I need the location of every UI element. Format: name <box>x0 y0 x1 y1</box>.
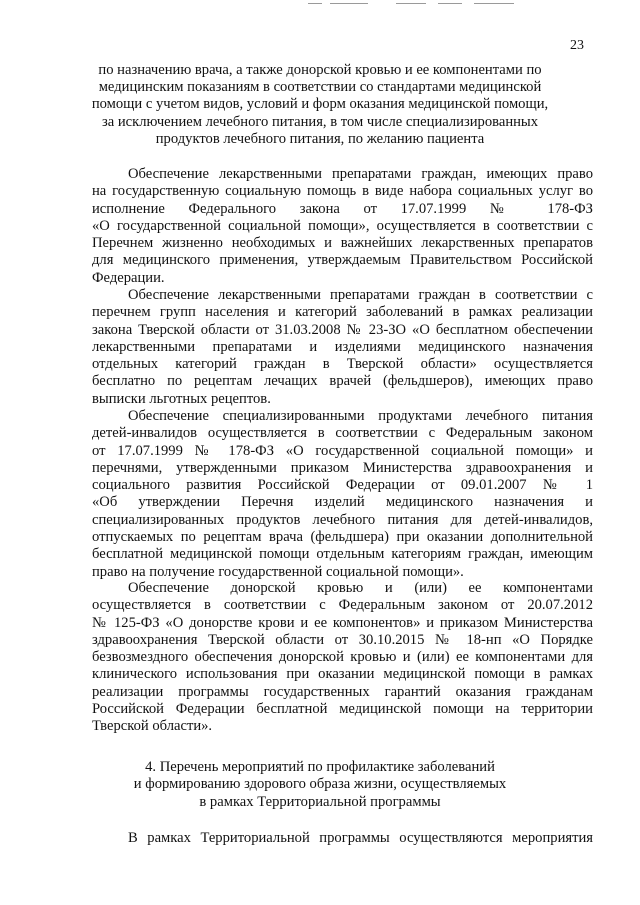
page-number: 23 <box>570 38 584 53</box>
paragraph-line: отпускаемых по рецептам врача (фельдшера) при оказании дополнительной <box>92 529 593 546</box>
paragraph-line: бесплатно по рецептам лечащих врачей (фельдшеров), имеющих право <box>92 373 593 390</box>
section-4-title <box>90 759 550 811</box>
paragraph-line: «О государственной социальной помощи», осуществляется в соответствии с <box>92 217 593 234</box>
paragraph-line: на государственную социальную помощь в виде набора социальных услуг во <box>92 183 593 200</box>
paragraph-line: специализированных продуктов лечебного питания для детей-инвалидов, <box>92 511 593 528</box>
paragraph-line: Обеспечение донорской кровью и (или) ее компонентами <box>128 580 593 596</box>
paragraph-line: безвозмездного обеспечения донорской кровью и (или) ее компонентами для <box>92 649 593 666</box>
paragraph-line: для медицинского применения, утверждаемым Правительством Российской <box>92 252 593 269</box>
section-title-line: 4. Перечень мероприятий по профилактике заболеваний <box>145 759 495 775</box>
paragraph-line: клинического использования при оказании медицинской помощи в рамках <box>92 666 593 683</box>
paragraph-line: Российской Федерации бесплатной медицинской помощи на территории <box>92 701 593 718</box>
paragraph-line: осуществляется в соответствии с Федеральным законом от 20.07.2012 <box>92 597 593 614</box>
paragraph-line: отдельных категорий граждан в Тверской области» осуществляется <box>92 356 593 373</box>
paragraph-line: бесплатной медицинской помощи отдельным категориям граждан, имеющим <box>92 546 593 563</box>
paragraph-line: Тверской области». <box>92 718 213 735</box>
heading-line: продуктов лечебного питания, по желанию пациента <box>155 130 485 147</box>
paragraph-line: Перечнем жизненно необходимых и важнейших лекарственных препаратов <box>92 235 593 252</box>
paragraph-line: Обеспечение лекарственными препаратами граждан в соответствии с <box>128 287 593 303</box>
paragraph-line: реализации программы государственных гарантий оказания гражданам <box>92 683 593 700</box>
paragraph-line: социального развития Российской Федерации от 09.01.2007 № 1 <box>92 477 593 494</box>
paragraph-line: перечнем групп населения и категорий заболеваний в рамках реализации <box>92 304 593 321</box>
paragraph-line: перечнями, утвержденными приказом Министерства здравоохранения и <box>92 459 593 476</box>
paragraph-line: исполнение Федерального закона от 17.07.1999 № 178-ФЗ <box>92 200 593 217</box>
paragraph-line: здравоохранения Тверской области от 30.10.2015 № 18-нп «О Порядке <box>92 631 593 648</box>
heading-line: за исключением лечебного питания, в том числе специализированных <box>101 113 539 130</box>
paragraph-line: лекарственными препаратами и изделиями медицинского назначения <box>92 338 593 355</box>
paragraph-line: от 17.07.1999 № 178-ФЗ «О государственной социальной помощи» и <box>92 442 593 459</box>
paragraph-donor-blood <box>92 580 593 736</box>
section-heading-continuation <box>70 62 570 148</box>
paragraph-line: В рамках Территориальной программы осуществляются мероприятия <box>128 830 593 846</box>
scan-artifact-marks <box>300 0 540 6</box>
paragraph-line: детей-инвалидов осуществляется в соответствии с Федеральным законом <box>92 425 593 442</box>
paragraph-section-4-start <box>92 830 593 847</box>
paragraph-line: «Об утверждении Перечня изделий медицинского назначения и <box>92 494 593 511</box>
paragraph-line: выписки льготных рецептов. <box>92 390 271 407</box>
section-title-line: и формированию здорового образа жизни, осуществляемых <box>133 776 507 793</box>
paragraph-line: Обеспечение лекарственными препаратами граждан, имеющих право <box>128 166 593 182</box>
paragraph-line: № 125-ФЗ «О донорстве крови и ее компонентов» и приказом Министерства <box>92 614 593 631</box>
paragraph-drug-provision-federal <box>92 166 593 287</box>
heading-line: по назначению врача, а также донорской кровью и ее компонентами по <box>98 62 542 78</box>
paragraph-therapeutic-nutrition <box>92 408 593 581</box>
section-title-line: в рамках Территориальной программы <box>199 793 441 810</box>
paragraph-line: Обеспечение специализированными продуктами лечебного питания <box>128 408 593 424</box>
heading-line: помощи с учетом видов, условий и форм оказания медицинской помощи, <box>91 96 549 113</box>
paragraph-line: Федерации. <box>92 269 165 286</box>
heading-line: медицинским показаниям в соответствии со стандартами медицинской <box>98 79 542 96</box>
paragraph-line: право на получение государственной социальной помощи». <box>92 563 464 580</box>
paragraph-line: закона Тверской области от 31.03.2008 № 23-ЗО «О бесплатном обеспечении <box>92 321 593 338</box>
paragraph-drug-provision-regional <box>92 287 593 408</box>
